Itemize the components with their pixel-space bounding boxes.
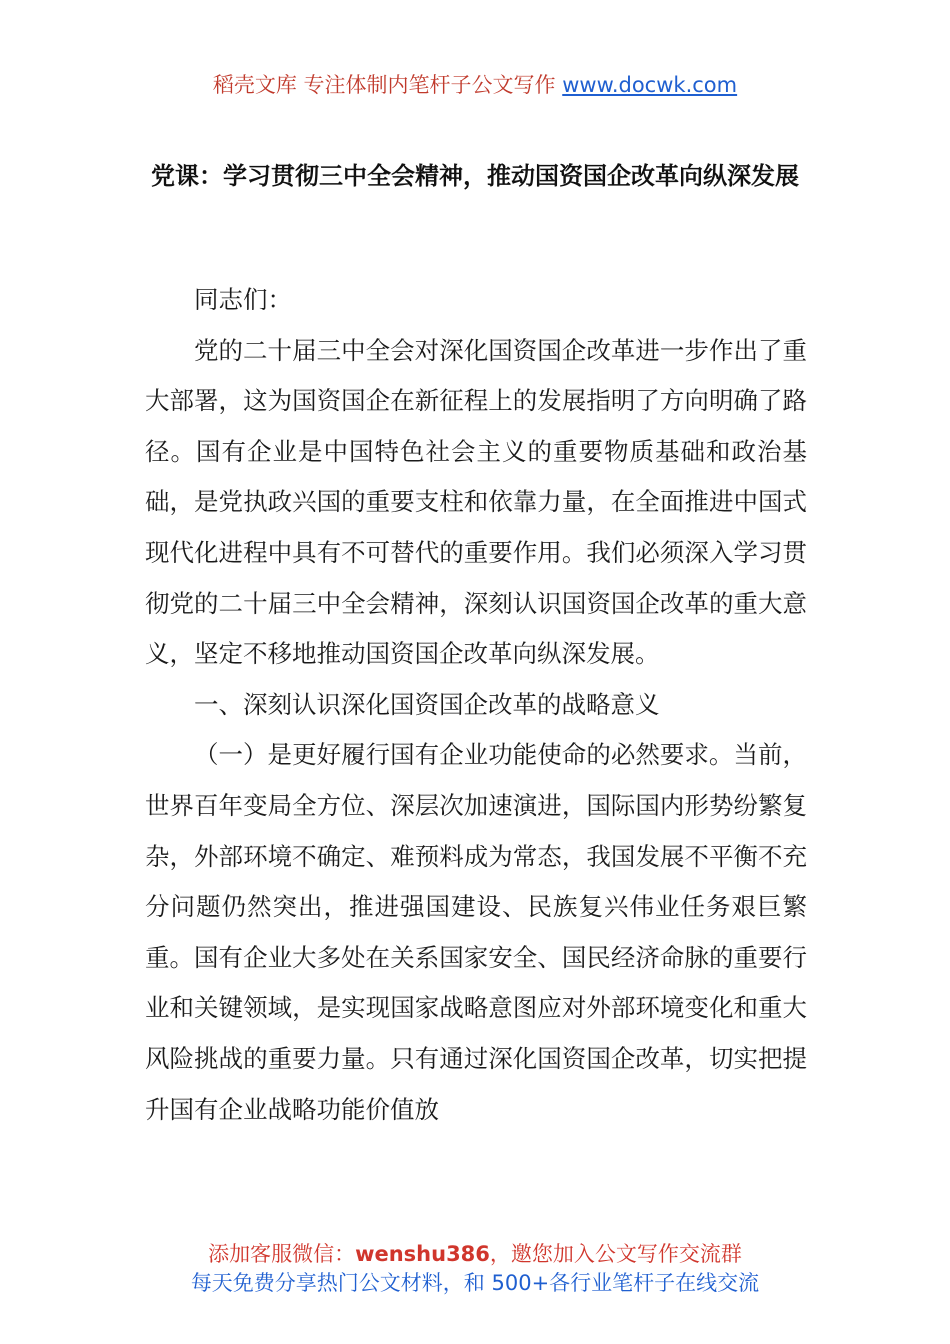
salutation: 同志们： — [194, 285, 292, 314]
site-link[interactable]: www.docwk.com — [562, 73, 738, 97]
site-header — [0, 70, 950, 100]
document-body — [145, 275, 807, 1135]
promo-footer — [0, 1240, 950, 1298]
footer-suffix: ，邀您加入公文写作交流群 — [489, 1242, 742, 1266]
wechat-id[interactable]: wenshu386 — [355, 1242, 490, 1266]
site-brand-text: 稻壳文库 专注体制内笔杆子公文写作 — [212, 73, 563, 97]
footer-line-2: 每天免费分享热门公文材料，和 500+各行业笔杆子在线交流 — [190, 1271, 760, 1295]
paragraph-subsection-1: （一）是更好履行国有企业功能使命的必然要求。当前，世界百年变局全方位、深层次加速演进，国际国内形势纷繁复杂，外部环境不确定、难预料成为常态，我国发展不平衡不充分问题仍然突出，推进强国建设、民族复兴伟业任务艰巨繁重。国有企业大多处在关系国家安全、国民经济命脉的重要行业和关键领域，是实现国家战略意图应对外部环境变化和重大风险挑战的重要力量。只有通过深化国资国企改革，切实把提升国有企业战略功能价值放 — [145, 740, 807, 1124]
paragraph-intro: 党的二十届三中全会对深化国资国企改革进一步作出了重大部署，这为国资国企在新征程上的发展指明了方向明确了路径。国有企业是中国特色社会主义的重要物质基础和政治基础，是党执政兴国的重要支柱和依靠力量，在全面推进中国式现代化进程中具有不可替代的重要作用。我们必须深入学习贯彻党的二十届三中全会精神，深刻认识国资国企改革的重大意义，坚定不移地推动国资国企改革向纵深发展。 — [145, 335, 807, 669]
section-heading: 一、深刻认识深化国资国企改革的战略意义 — [194, 689, 660, 719]
footer-line-1 — [0, 1240, 950, 1269]
document-title: 党课：学习贯彻三中全会精神，推动国资国企改革向纵深发展 — [151, 162, 799, 190]
footer-prefix: 添加客服微信： — [208, 1242, 356, 1266]
